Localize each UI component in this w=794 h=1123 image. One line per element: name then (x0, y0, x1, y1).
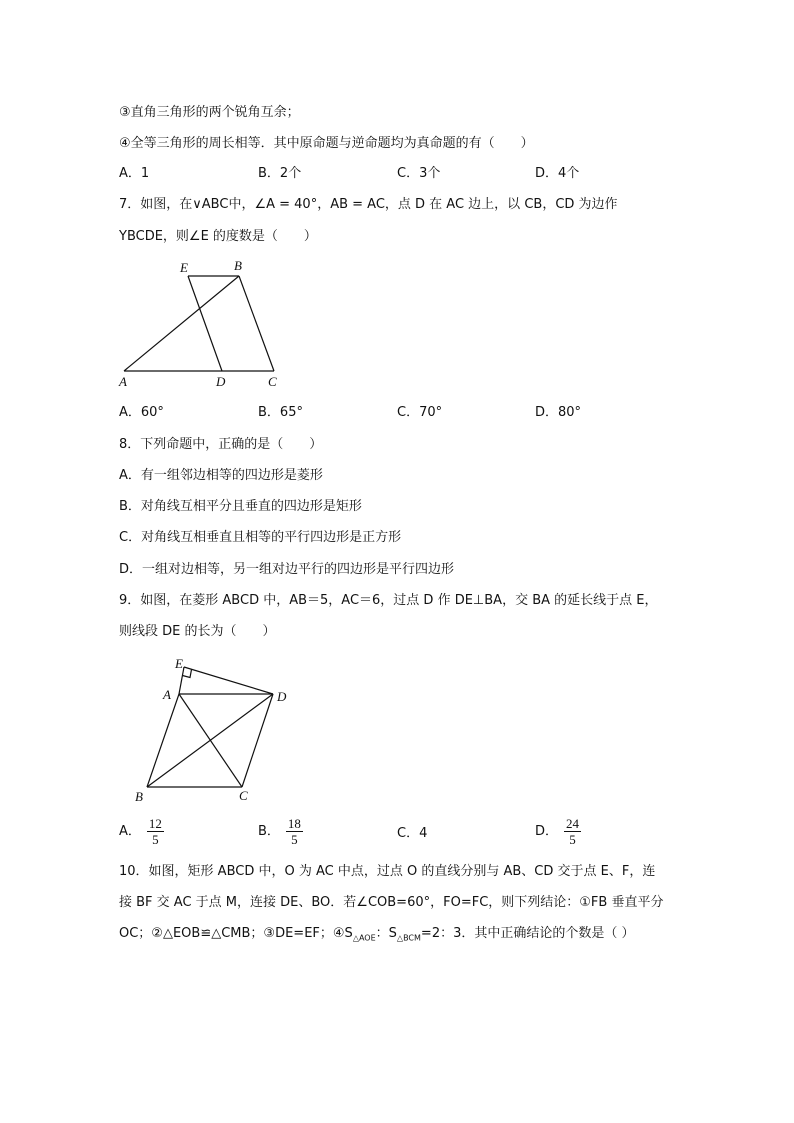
q8-option-c: C．对角线互相垂直且相等的平行四边形是正方形 (119, 530, 402, 545)
q7-stem-line2: YBCDE，则∠E 的度数是（ ） (119, 229, 317, 244)
prev-item-3: ③直角三角形的两个锐角互余； (119, 105, 300, 120)
q7-option-a: A．60° (119, 405, 164, 420)
q9-label-c: C (239, 788, 248, 803)
prev-option-d: D．4个 (535, 166, 580, 181)
q9-label-b: B (135, 789, 143, 804)
fraction: $\frac{18}{5}$ (287, 816, 301, 847)
q7-option-d: D．80° (535, 405, 582, 420)
prev-item-4: ④全等三角形的周长相等．其中原命题与逆命题均为真命题的有（ ） (119, 136, 534, 151)
q10-stem-line2: 接 BF 交 AC 于点 M，连接 DE、BO．若∠COB=60°，FO=FC，则下列结论：①FB 垂直平分 (119, 895, 664, 910)
q10-stem-line3: OC；②△EOB≌△CMB；③DE=EF；$④S_{\triangle AOE}$：$S_{\triangle BCM}=2$：3．其中正确结论的个数是（ ） (119, 926, 635, 943)
q7-option-b: B．65° (258, 405, 303, 420)
q7-label-d: D (216, 374, 226, 389)
q9-option-c: C．4 (397, 826, 428, 841)
prev-option-a: A．1 (119, 166, 150, 181)
fraction: $\frac{12}{5}$ (148, 816, 162, 847)
q10-stem-line1: 10．如图，矩形 ABCD 中，O 为 AC 中点，过点 O 的直线分别与 AB、CD 交于点 E、F，连 (119, 864, 656, 879)
q8-option-a: A．有一组邻边相等的四边形是菱形 (119, 468, 323, 483)
q9-option-b: B． $\frac{18}{5}$ (258, 816, 301, 847)
q7-label-e: E (180, 260, 188, 275)
q9-stem-line1: 9．如图，在菱形 ABCD 中，AB＝5，AC＝6，过点 D 作 DE⊥BA，交 BA 的延长线于点 E， (119, 593, 658, 608)
fraction: $\frac{24}{5}$ (566, 816, 580, 847)
q7-option-c: C．70° (397, 405, 443, 420)
q8-option-d: D．一组对边相等，另一组对边平行的四边形是平行四边形 (119, 562, 455, 577)
q9-label-e: E (175, 656, 183, 671)
prev-option-c: C．3个 (397, 166, 441, 181)
q8-stem: 8．下列命题中，正确的是（ ） (119, 437, 323, 452)
q7-label-b: B (234, 258, 242, 273)
q9-option-a: A． $\frac{12}{5}$ (119, 816, 162, 847)
q7-stem-line1: 7．如图，在∨ABC中，∠A = 40°，AB = AC，点 D 在 AC 边上，以 CB，CD 为边作 (119, 197, 618, 212)
q9-label-d: D (277, 689, 287, 704)
q7-parallelogram-figure (110, 255, 310, 395)
q9-rhombus-figure (125, 650, 305, 810)
q8-option-b: B．对角线互相平分且垂直的四边形是矩形 (119, 499, 362, 514)
q9-stem-line2: 则线段 DE 的长为（ ） (119, 624, 276, 639)
prev-option-b: B．2个 (258, 166, 302, 181)
q9-label-a: A (163, 687, 171, 702)
q7-label-a: A (119, 374, 127, 389)
q9-option-d: D． $\frac{24}{5}$ (535, 816, 580, 847)
q7-label-c: C (268, 374, 277, 389)
